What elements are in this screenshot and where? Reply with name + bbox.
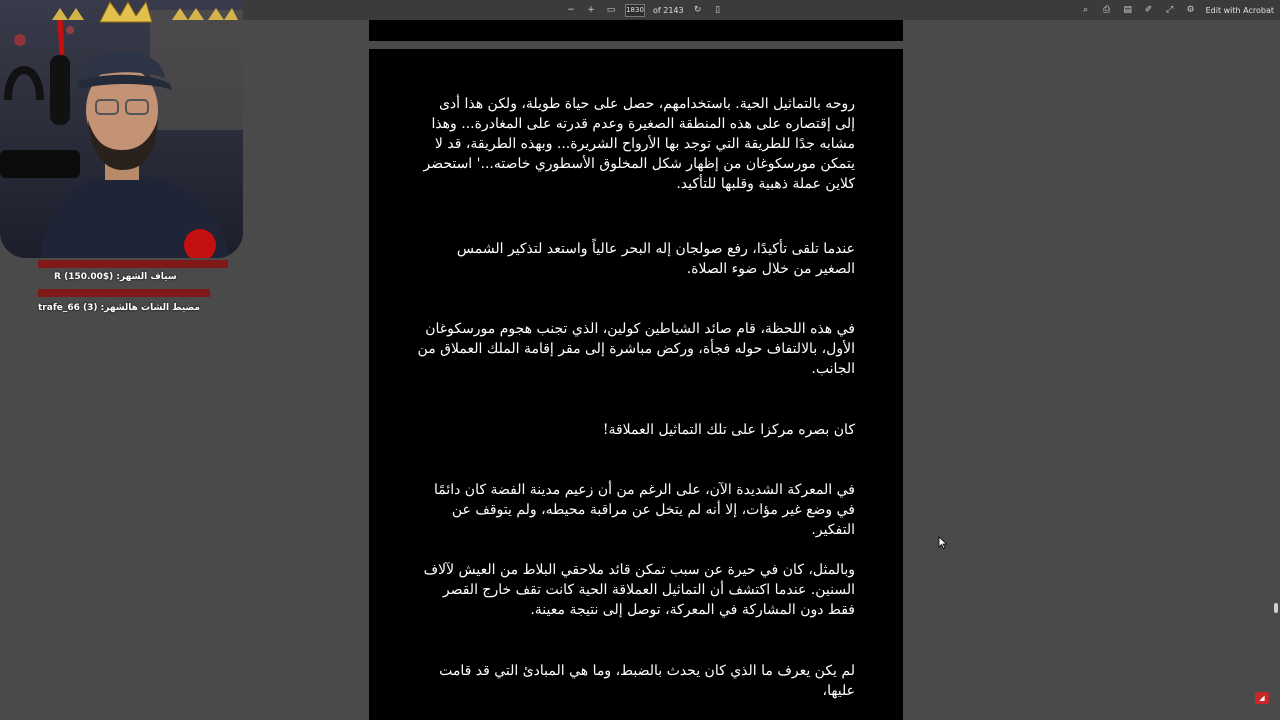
page-number-input[interactable]: 1830 bbox=[625, 4, 645, 17]
print-icon[interactable]: ⎙ bbox=[1102, 5, 1111, 15]
edit-icon[interactable]: ✐ bbox=[1144, 5, 1153, 15]
edit-with-acrobat-button[interactable]: Edit with Acrobat bbox=[1205, 5, 1274, 15]
settings-icon[interactable]: ⚙ bbox=[1186, 5, 1195, 15]
zoom-out-icon[interactable]: − bbox=[567, 5, 575, 15]
paragraph-1: روحه بالتماثيل الحية. باستخدامهم، حصل على حياة طويلة، ولكن هذا أدى إلى إقتصاره على هذه المنطقة الصغيرة وعدم قدرته على المغادرة... وهذا مشابه جدًا للطريقة التي توجد بها الأرواح الشريرة... وبهذه الطريقة، قد لا يتمكن مورسكوغان من إظهار شكل المخلوق الأسطوري خاصته...' استحضر كلاين عملة ذهبية وقلبها للتأكيد. bbox=[423, 96, 855, 192]
mouse-cursor-icon bbox=[938, 536, 948, 550]
paragraph-3: في هذه اللحظة، قام صائد الشياطين كولين، الذي تجنب هجوم مورسكوغان الأول، بالالتفاف حوله فجأة، وركض مباشرة إلى مقر إقامة الملك العملاق من الجانب. bbox=[417, 321, 855, 377]
fit-page-icon[interactable]: ▭ bbox=[606, 5, 616, 15]
crown-decoration bbox=[48, 0, 238, 24]
toolbar-right-group bbox=[1080, 0, 1274, 20]
expand-icon[interactable]: ⤢ bbox=[1165, 5, 1174, 15]
pdf-page bbox=[369, 49, 903, 720]
page-view-icon[interactable]: ▯ bbox=[715, 5, 721, 15]
webcam-overlay bbox=[0, 0, 243, 258]
zoom-in-icon[interactable]: + bbox=[587, 5, 595, 15]
webcam-image bbox=[0, 0, 243, 258]
paragraph-4: كان بصره مركزا على تلك التماثيل العملاقة! bbox=[602, 422, 855, 438]
paragraph-6: وبالمثل، كان في حيرة عن سبب تمكن قائد ملاحقي البلاط من العيش لآلاف السنين. عندما اكتشف أن التماثيل العملاقة الحية كانت تقف خارج القصر فقط دون المشاركة في المعركة، توصل إلى نتيجة معينة. bbox=[423, 562, 855, 618]
paragraph-2: عندما تلقى تأكيدًا، رفع صولجان إله البحر عالياً واستعد لتذكير الشمس الصغير من خلال ضوء الصلاة. bbox=[456, 241, 855, 277]
red-ticker-bar bbox=[38, 260, 228, 268]
acrobat-icon[interactable]: ◢ bbox=[1255, 692, 1269, 704]
toolbar-page-controls bbox=[565, 0, 724, 20]
red-ticker-bar-2 bbox=[38, 289, 210, 297]
save-icon[interactable]: ▤ bbox=[1123, 5, 1132, 15]
month-sponsor-text: سياف الشهر: ($150.00) R bbox=[54, 272, 177, 282]
previous-page bbox=[369, 20, 903, 41]
scrollbar-thumb[interactable] bbox=[1274, 603, 1278, 613]
total-pages-label: of 2143 bbox=[653, 5, 684, 15]
search-icon[interactable]: ⌕ bbox=[1083, 5, 1089, 15]
paragraph-7: لم يكن يعرف ما الذي كان يحدث بالضبط، وما هي المبادئ التي قد قامت عليها، bbox=[439, 663, 855, 699]
chat-moderator-text: مضيط الشات هالشهر: (3) trafe_66 bbox=[38, 303, 200, 313]
rotate-icon[interactable]: ↻ bbox=[693, 5, 702, 15]
paragraph-5: في المعركة الشديدة الآن، على الرغم من أن زعيم مدينة الفضة كان دائمًا في وضع غير مؤات، إلا أنه لم يتخل عن مراقبة محيطه، ولم يتوقف عن التفكير. bbox=[433, 482, 855, 538]
